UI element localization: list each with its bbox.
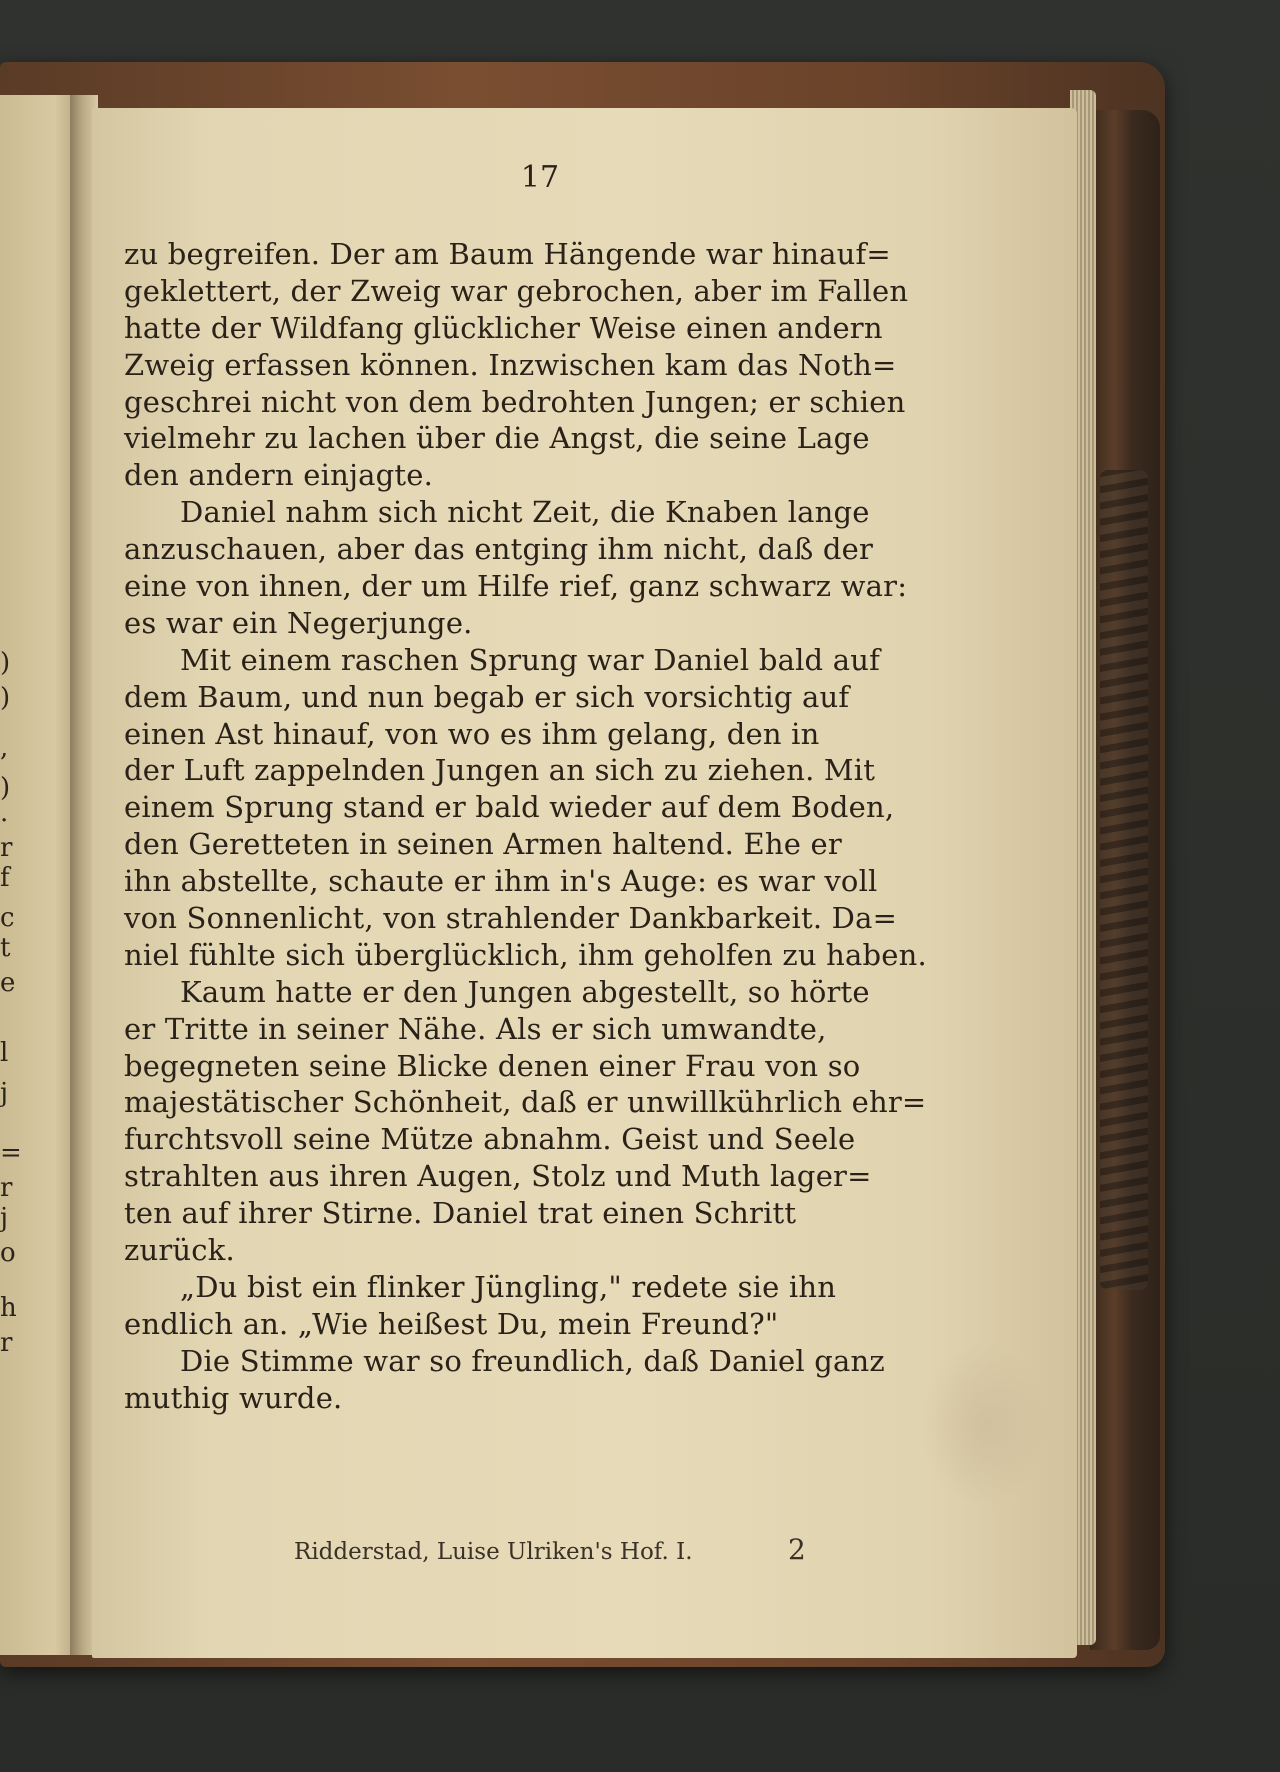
text-line: eine von ihnen, der um Hilfe rief, ganz schwarz war: <box>124 569 908 604</box>
left-page-char: ) <box>0 773 11 803</box>
left-page-char: ) <box>0 683 11 713</box>
left-page-char: . <box>0 798 9 828</box>
left-page-char: = <box>0 1138 22 1168</box>
left-page-char: e <box>0 968 16 998</box>
text-line: majestätischer Schönheit, daß er unwillkührlich ehr= <box>124 1085 927 1120</box>
text-line: ihn abstellte, schaute er ihm in's Auge: es war voll <box>124 864 878 899</box>
text-line: niel fühlte sich überglücklich, ihm geholfen zu haben. <box>124 937 927 972</box>
left-page-char: r <box>0 1328 13 1358</box>
text-line: anzuschauen, aber das entging ihm nicht, daß der <box>124 532 874 567</box>
text-line: Zweig erfassen können. Inzwischen kam das Noth= <box>124 347 897 382</box>
left-page-char: h <box>0 1293 17 1323</box>
text-line: begegneten seine Blicke denen einer Frau von so <box>124 1048 861 1083</box>
text-line: ten auf ihrer Stirne. Daniel trat einen Schritt <box>124 1196 797 1231</box>
left-page-char: ) <box>0 648 11 678</box>
text-line: furchtsvoll seine Mütze abnahm. Geist und Seele <box>124 1122 856 1157</box>
left-page-char: f <box>0 863 10 893</box>
left-page-char: j <box>0 1078 9 1108</box>
text-line: den andern einjagte. <box>124 458 434 493</box>
text-line: Daniel nahm sich nicht Zeit, die Knaben lange <box>180 495 870 530</box>
text-line: geschrei nicht von dem bedrohten Jungen; er schien <box>124 384 906 419</box>
text-line: es war ein Negerjunge. <box>124 605 473 640</box>
text-line: Die Stimme war so freundlich, daß Daniel ganz <box>180 1343 885 1378</box>
page-footer <box>124 1537 824 1567</box>
text-line: muthig wurde. <box>124 1380 343 1415</box>
text-line: dem Baum, und nun begab er sich vorsichtig auf <box>124 679 850 714</box>
text-line: der Luft zappelnden Jungen an sich zu ziehen. Mit <box>124 753 876 788</box>
text-line: hatte der Wildfang glücklicher Weise einen andern <box>124 310 883 345</box>
text-line: Kaum hatte er den Jungen abgestellt, so hörte <box>180 974 870 1009</box>
text-line: zurück. <box>124 1233 235 1268</box>
text-line: er Tritte in seiner Nähe. Als er sich umwandte, <box>124 1011 827 1046</box>
text-line: zu begreifen. Der am Baum Hängende war hinauf= <box>124 237 891 271</box>
left-page-char: , <box>0 733 9 763</box>
left-page-char: t <box>0 933 11 963</box>
left-page-char: l <box>0 1038 9 1068</box>
text-line: „Du bist ein flinker Jüngling," redete sie ihn <box>180 1269 837 1304</box>
left-page-char: r <box>0 833 13 863</box>
text-line: vielmehr zu lachen über die Angst, die seine Lage <box>124 421 870 456</box>
page-number: 17 <box>520 160 560 195</box>
text-line: einen Ast hinauf, von wo es ihm gelang, den in <box>124 716 820 751</box>
text-line: strahlten aus ihren Augen, Stolz und Muth lager= <box>124 1159 872 1194</box>
footer-reference: Ridderstad, Luise Ulriken's Hof. I. <box>294 1539 693 1565</box>
text-line: von Sonnenlicht, von strahlender Dankbarkeit. Da= <box>124 901 898 936</box>
left-page-char: j <box>0 1203 9 1233</box>
signature-mark: 2 <box>788 1533 806 1566</box>
text-line: den Geretteten in seinen Armen haltend. Ehe er <box>124 827 842 862</box>
page-text <box>124 236 944 1417</box>
text-line: endlich an. „Wie heißest Du, mein Freund?" <box>124 1306 779 1341</box>
text-line: einem Sprung stand er bald wieder auf dem Boden, <box>124 790 895 825</box>
text-line: Mit einem raschen Sprung war Daniel bald auf <box>180 642 881 677</box>
worn-leather <box>1100 470 1148 1290</box>
left-page-char: o <box>0 1238 16 1268</box>
text-line: geklettert, der Zweig war gebrochen, aber im Fallen <box>124 273 909 308</box>
left-page-char: r <box>0 1173 13 1203</box>
left-page-char: c <box>0 903 15 933</box>
left-page-text-fragments <box>0 95 20 1655</box>
